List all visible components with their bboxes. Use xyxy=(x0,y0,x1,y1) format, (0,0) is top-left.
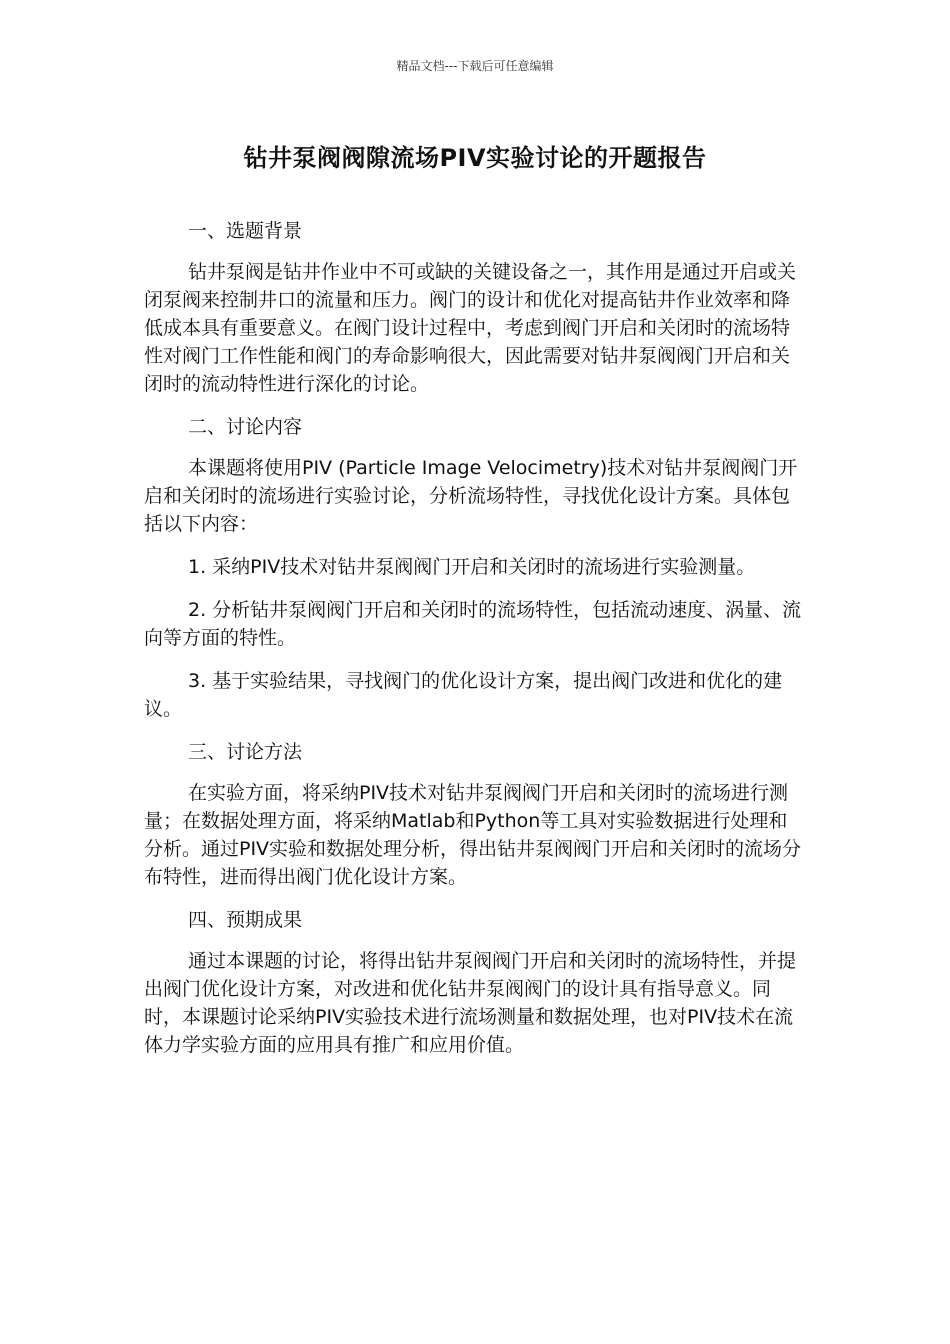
results-paragraph: 通过本课题的讨论，将得出钻井泵阀阀门开启和关闭时的流场特性，并提出阀门优化设计方案，对改进和优化钻井泵阀阀门的设计具有指导意义。同时，本课题讨论采纳PIV实验技术进行流场测量和数据处理，也对PIV技术在流体力学实验方面的应用具有推广和应用价值。 xyxy=(144,950,797,1056)
section-heading-background: 一、选题背景 xyxy=(188,220,303,242)
page-header: 精品文档---下载后可任意编辑 xyxy=(396,59,554,73)
document-title: 钻井泵阀阀隙流场PIV实验讨论的开题报告 xyxy=(243,144,707,172)
method-paragraph: 在实验方面，将采纳PIV技术对钻井泵阀阀门开启和关闭时的流场进行测量；在数据处理方面，将采纳Matlab和Python等工具对实验数据进行处理和分析。通过PIV实验和数据处理分析，得出钻井泵阀阀门开启和关闭时的流场分布特性，进而得出阀门优化设计方案。 xyxy=(144,782,802,888)
content-list-item: 3. 基于实验结果，寻找阀门的优化设计方案，提出阀门改进和优化的建议。 xyxy=(144,670,783,720)
section-heading-results: 四、预期成果 xyxy=(188,909,303,931)
content-list-item: 1. 采纳PIV技术对钻井泵阀阀门开启和关闭时的流场进行实验测量。 xyxy=(188,556,756,578)
section-heading-content: 二、讨论内容 xyxy=(188,416,303,438)
content-list-item: 2. 分析钻井泵阀阀门开启和关闭时的流场特性，包括流动速度、涡量、流向等方面的特性。 xyxy=(144,599,802,649)
document-body xyxy=(144,217,806,1059)
content-paragraph: 本课题将使用PIV (Particle Image Velocimetry)技术对钻井泵阀阀门开启和关闭时的流场进行实验讨论，分析流场特性，寻找优化设计方案。具体包括以下内容： xyxy=(144,457,798,535)
section-heading-method: 三、讨论方法 xyxy=(188,741,303,763)
background-paragraph: 钻井泵阀是钻井作业中不可或缺的关键设备之一，其作用是通过开启或关闭泵阀来控制井口的流量和压力。阀门的设计和优化对提高钻井作业效率和降低成本具有重要意义。在阀门设计过程中，考虑到阀门开启和关闭时的流场特性对阀门工作性能和阀门的寿命影响很大，因此需要对钻井泵阀阀门开启和关闭时的流动特性进行深化的讨论。 xyxy=(144,261,797,395)
